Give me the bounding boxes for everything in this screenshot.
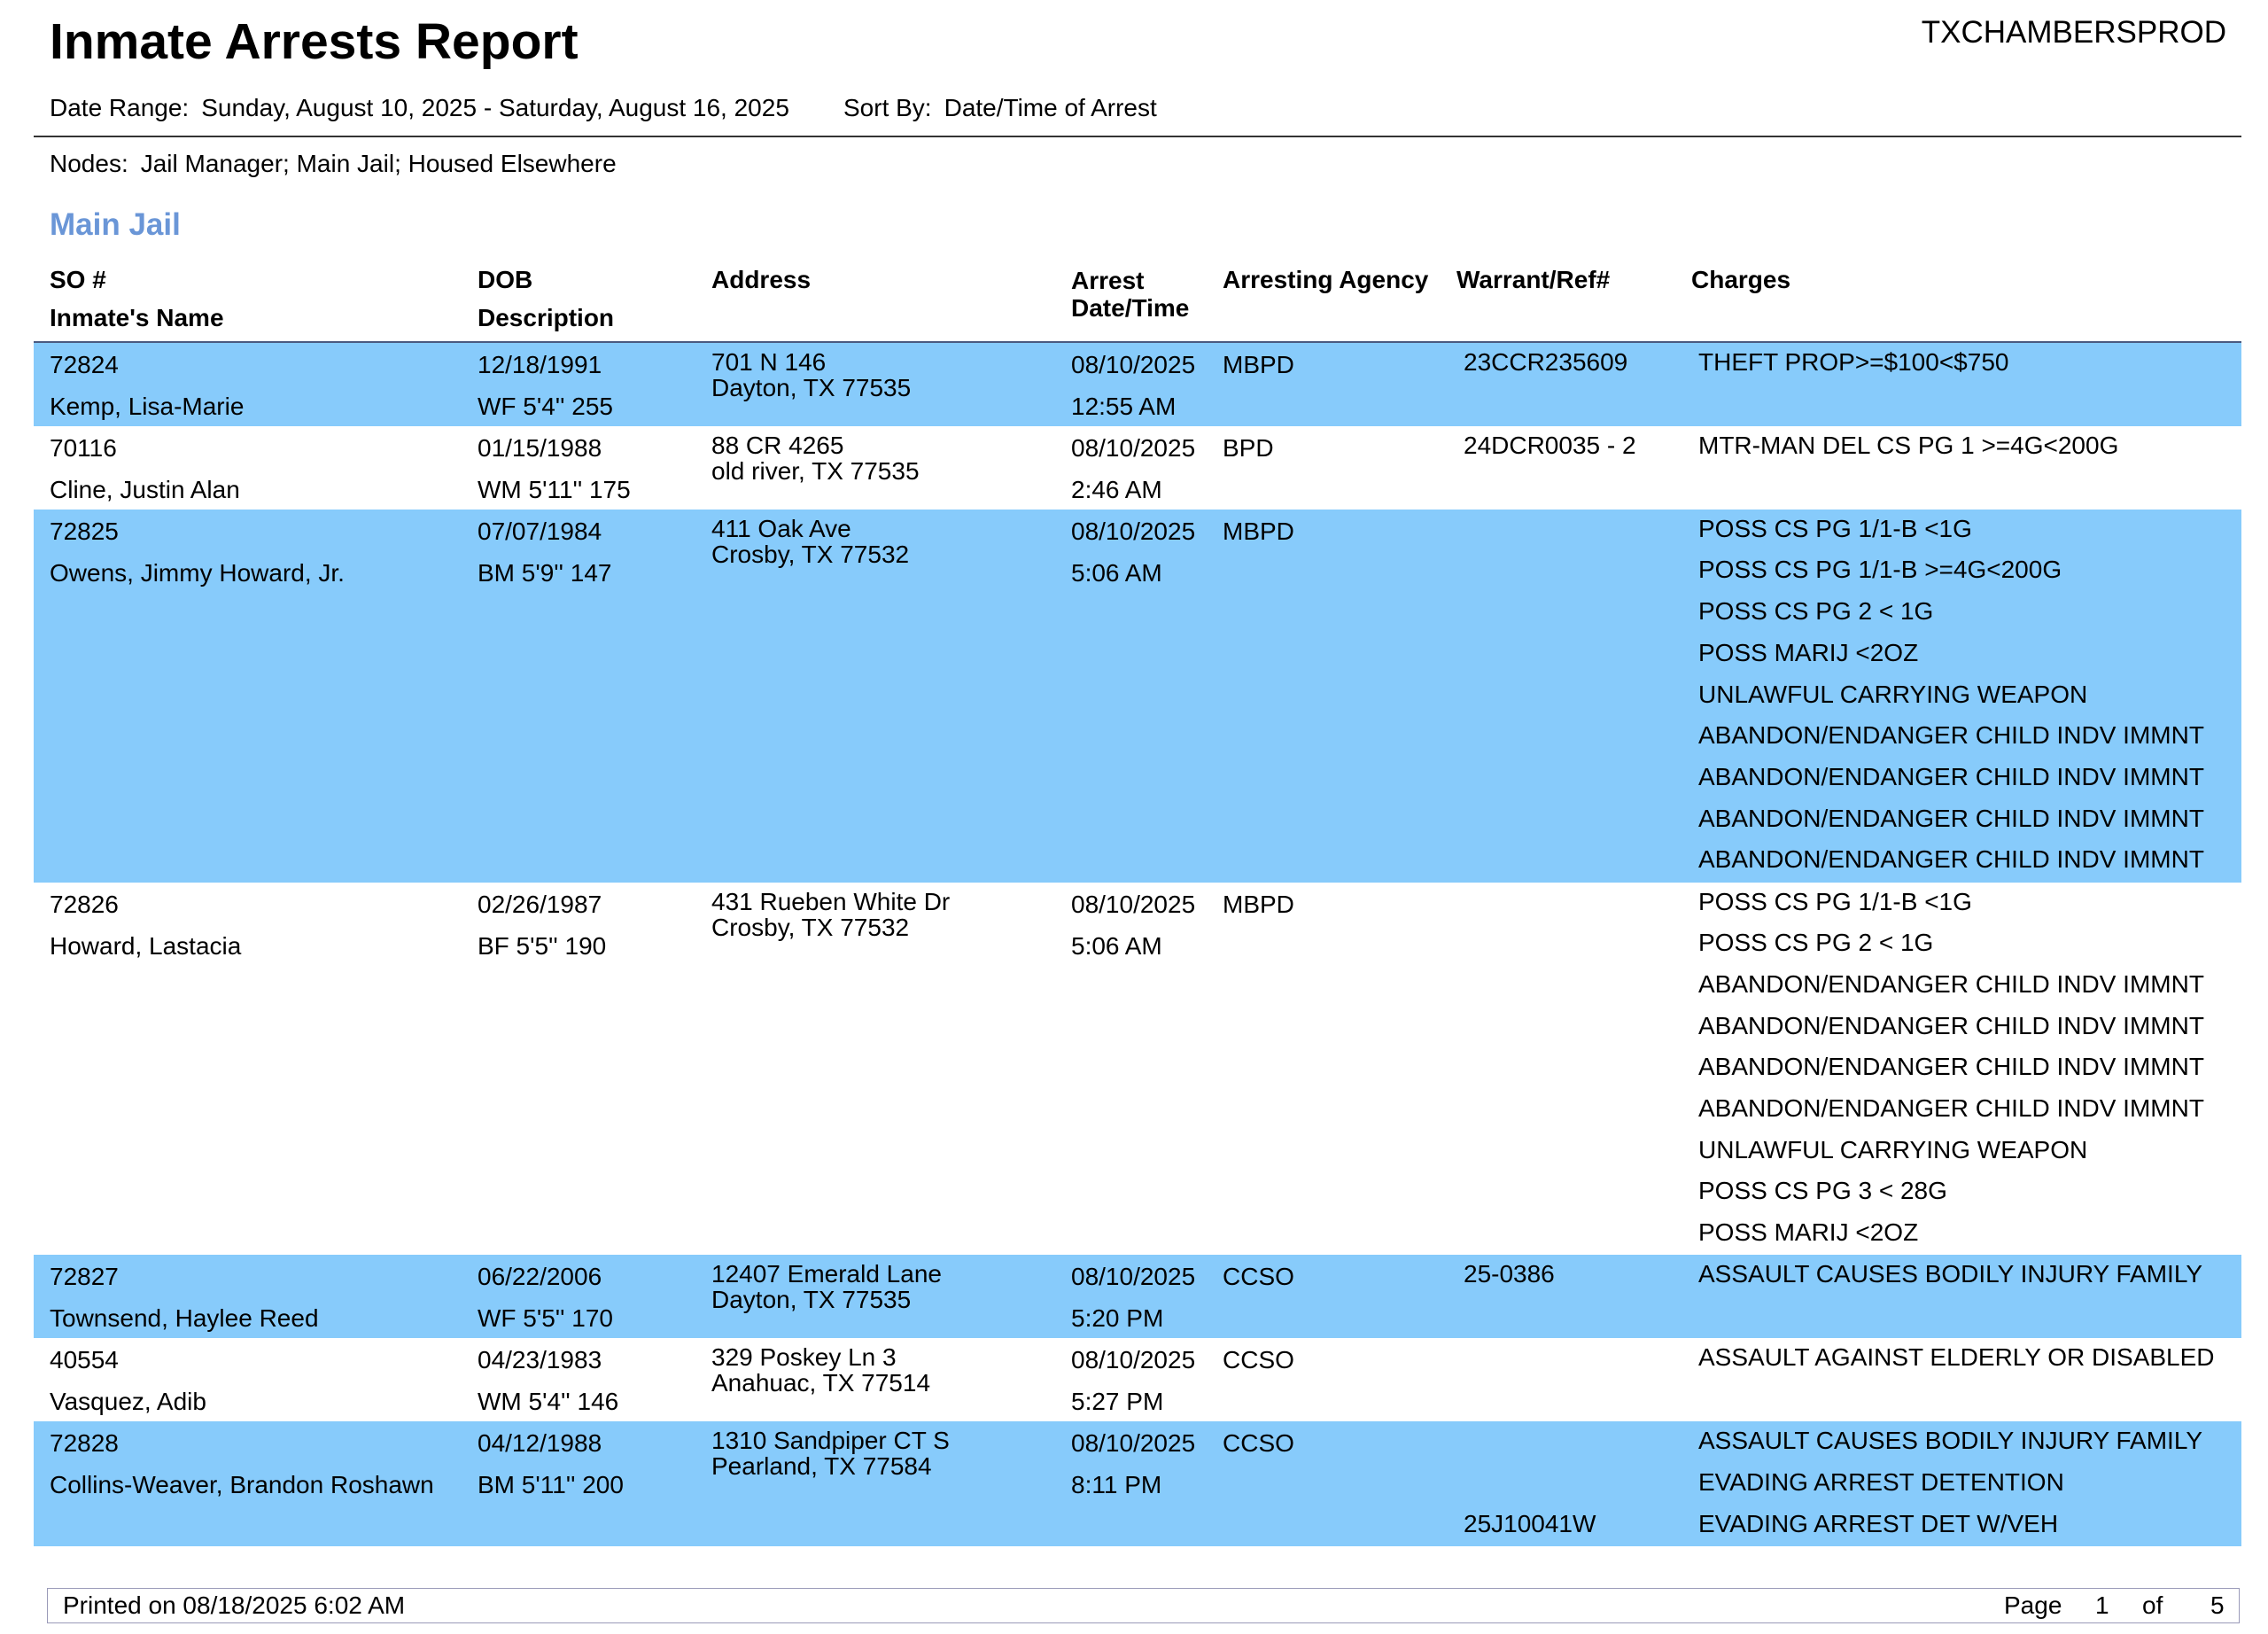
col-header-name: Inmate's Name: [50, 304, 224, 331]
charge-item: ASSAULT CAUSES BODILY INJURY FAMILY: [1698, 1427, 2203, 1455]
charge-item: ABANDON/ENDANGER CHILD INDV IMMNT: [1698, 1011, 2204, 1039]
dob: 12/18/1991: [478, 351, 602, 378]
charge-item: ABANDON/ENDANGER CHILD INDV IMMNT: [1698, 721, 2204, 750]
section-title: Main Jail: [50, 207, 181, 242]
charge-item: ABANDON/ENDANGER CHILD INDV IMMNT: [1698, 1094, 2204, 1123]
address-line1: 411 Oak Ave: [711, 514, 851, 542]
table-row: [34, 426, 2241, 510]
charge-item: EVADING ARREST DET W/VEH: [1698, 1509, 2059, 1537]
charge-item: MTR-MAN DEL CS PG 1 >=4G<200G: [1698, 431, 2119, 459]
col-header-so: SO #: [50, 266, 106, 293]
charge-item: UNLAWFUL CARRYING WEAPON: [1698, 680, 2088, 708]
table-row: [34, 343, 2241, 426]
date-range-value: Sunday, August 10, 2025 - Saturday, August 16, 2025: [201, 94, 789, 121]
arrest-date: 08/10/2025: [1071, 1429, 1196, 1458]
charge-item: UNLAWFUL CARRYING WEAPON: [1698, 1135, 2088, 1163]
charges-list: [1698, 1421, 2238, 1550]
so-number: 72825: [50, 517, 119, 545]
charge-item: ABANDON/ENDANGER CHILD INDV IMMNT: [1698, 845, 2204, 874]
inmate-name: Owens, Jimmy Howard, Jr.: [50, 558, 345, 587]
charge-item: ABANDON/ENDANGER CHILD INDV IMMNT: [1698, 1053, 2204, 1081]
so-number: 70116: [50, 433, 117, 462]
col-header-warrant: Warrant/Ref#: [1456, 266, 1611, 293]
inmate-name: Howard, Lastacia: [50, 931, 242, 960]
inmate-name: Vasquez, Adib: [50, 1388, 206, 1416]
dob: 04/12/1988: [478, 1429, 602, 1458]
charge-item: POSS CS PG 1/1-B >=4G<200G: [1698, 556, 2062, 584]
so-number: 72824: [50, 351, 119, 378]
arrest-date: 08/10/2025: [1071, 433, 1196, 462]
date-range: [50, 94, 789, 122]
date-range-label: Date Range:: [50, 94, 190, 121]
arresting-agency: BPD: [1223, 433, 1274, 462]
report-title: Inmate Arrests Report: [50, 13, 579, 70]
charge-item: EVADING ARREST DETENTION: [1698, 1467, 2064, 1496]
charges-list: [1698, 1338, 2238, 1384]
sort-by: [843, 94, 1157, 122]
nodes-value: Jail Manager; Main Jail; Housed Elsewhere: [140, 150, 617, 177]
col-header-charges: Charges: [1691, 266, 1791, 293]
page-total: 5: [2210, 1591, 2225, 1619]
table-row: [34, 1338, 2241, 1421]
description: WM 5'11'' 175: [478, 475, 631, 503]
table-row: [34, 1255, 2241, 1338]
warrant-ref: 25J10041W: [1464, 1509, 1596, 1537]
charge-item: POSS MARIJ <2OZ: [1698, 638, 1919, 666]
charge-item: POSS CS PG 1/1-B <1G: [1698, 514, 1972, 542]
so-number: 72828: [50, 1429, 119, 1458]
col-header-dob: DOB: [478, 266, 533, 293]
so-number: 72827: [50, 1263, 119, 1291]
dob: 04/23/1983: [478, 1346, 602, 1374]
arrest-date: 08/10/2025: [1071, 890, 1196, 918]
sort-value: Date/Time of Arrest: [944, 94, 1157, 121]
warrant-ref: 24DCR0035 - 2: [1464, 431, 1636, 459]
description: WM 5'4'' 146: [478, 1388, 619, 1416]
arresting-agency: MBPD: [1223, 351, 1294, 378]
inmate-name: Collins-Weaver, Brandon Roshawn: [50, 1471, 434, 1499]
arrest-time: 5:20 PM: [1071, 1304, 1164, 1333]
description: WF 5'5'' 170: [478, 1304, 613, 1333]
arrest-time: 2:46 AM: [1071, 475, 1162, 503]
warrant-ref: 23CCR235609: [1464, 348, 1628, 376]
address-line2: Dayton, TX 77535: [711, 1286, 912, 1314]
so-number: 72826: [50, 890, 119, 918]
charge-item: POSS CS PG 1/1-B <1G: [1698, 887, 1972, 915]
dob: 06/22/2006: [478, 1263, 602, 1291]
charge-item: THEFT PROP>=$100<$750: [1698, 348, 2009, 376]
charge-item: ASSAULT AGAINST ELDERLY OR DISABLED: [1698, 1343, 2215, 1372]
arresting-agency: MBPD: [1223, 890, 1294, 918]
description: BM 5'9'' 147: [478, 558, 612, 587]
inmate-name: Kemp, Lisa-Marie: [50, 393, 245, 420]
arrest-time: 5:27 PM: [1071, 1388, 1164, 1416]
inmate-name: Cline, Justin Alan: [50, 475, 240, 503]
warrant-ref: 25-0386: [1464, 1260, 1555, 1288]
inmate-name: Townsend, Haylee Reed: [50, 1304, 319, 1333]
col-header-description: Description: [478, 304, 615, 331]
table-row: [34, 883, 2241, 1256]
nodes-line: [50, 150, 617, 178]
address-line2: Crosby, TX 77532: [711, 913, 910, 941]
address-line2: Crosby, TX 77532: [711, 540, 910, 568]
arresting-agency: CCSO: [1223, 1263, 1294, 1291]
address-line1: 431 Rueben White Dr: [711, 887, 951, 915]
address-line1: 701 N 146: [711, 348, 827, 376]
address-line2: old river, TX 77535: [711, 456, 920, 485]
charges-list: [1698, 510, 2238, 886]
page-label: Page: [2004, 1591, 2062, 1619]
table-row: [34, 1421, 2241, 1546]
charge-item: POSS CS PG 2 < 1G: [1698, 597, 1934, 626]
printed-on: Printed on 08/18/2025 6:02 AM: [63, 1591, 406, 1619]
arrest-date: 08/10/2025: [1071, 517, 1196, 545]
address-line1: 12407 Emerald Lane: [711, 1260, 942, 1288]
col-header-arrest-datetime: Date/Time: [1071, 294, 1190, 322]
charge-item: POSS CS PG 2 < 1G: [1698, 929, 1934, 957]
address-line2: Pearland, TX 77584: [711, 1452, 932, 1481]
so-number: 40554: [50, 1346, 119, 1374]
arrest-time: 12:55 AM: [1071, 393, 1177, 420]
address-line1: 329 Poskey Ln 3: [711, 1343, 897, 1372]
arresting-agency: CCSO: [1223, 1429, 1294, 1458]
system-name: TXCHAMBERSPROD: [1921, 15, 2226, 50]
arrest-date: 08/10/2025: [1071, 351, 1196, 378]
arrests-table: [34, 343, 2241, 1546]
page-footer: [47, 1588, 2240, 1623]
description: BF 5'5'' 190: [478, 931, 607, 960]
arrest-time: 5:06 AM: [1071, 558, 1162, 587]
table-row: [34, 510, 2241, 883]
charges-list: [1698, 343, 2238, 389]
header-divider: [34, 136, 2241, 137]
dob: 02/26/1987: [478, 890, 602, 918]
dob: 01/15/1988: [478, 433, 602, 462]
charges-list: [1698, 1255, 2238, 1301]
col-header-arrest: Arrest: [1071, 267, 1145, 294]
dob: 07/07/1984: [478, 517, 602, 545]
arrest-time: 8:11 PM: [1071, 1471, 1162, 1499]
arrest-date: 08/10/2025: [1071, 1346, 1196, 1374]
charge-item: ABANDON/ENDANGER CHILD INDV IMMNT: [1698, 804, 2204, 832]
address-line2: Dayton, TX 77535: [711, 374, 912, 401]
col-header-address: Address: [711, 266, 812, 293]
address-line1: 88 CR 4265: [711, 431, 844, 459]
charge-item: POSS MARIJ <2OZ: [1698, 1218, 1919, 1247]
of-label: of: [2142, 1591, 2163, 1619]
arrest-time: 5:06 AM: [1071, 931, 1162, 960]
description: BM 5'11'' 200: [478, 1471, 624, 1499]
sort-label: Sort By:: [843, 94, 932, 121]
arresting-agency: MBPD: [1223, 517, 1294, 545]
charge-item: ABANDON/ENDANGER CHILD INDV IMMNT: [1698, 762, 2204, 790]
charge-item: ASSAULT CAUSES BODILY INJURY FAMILY: [1698, 1260, 2203, 1288]
page-number: 1: [2095, 1591, 2109, 1619]
arrest-date: 08/10/2025: [1071, 1263, 1196, 1291]
arresting-agency: CCSO: [1223, 1346, 1294, 1374]
charge-item: ABANDON/ENDANGER CHILD INDV IMMNT: [1698, 969, 2204, 998]
charges-list: [1698, 426, 2238, 472]
address-line2: Anahuac, TX 77514: [711, 1369, 931, 1397]
col-header-agency: Arresting Agency: [1223, 266, 1429, 293]
charges-list: [1698, 883, 2238, 1259]
address-line1: 1310 Sandpiper CT S: [711, 1427, 950, 1455]
charge-item: POSS CS PG 3 < 28G: [1698, 1177, 1947, 1205]
nodes-label: Nodes:: [50, 150, 128, 177]
description: WF 5'4'' 255: [478, 393, 613, 420]
